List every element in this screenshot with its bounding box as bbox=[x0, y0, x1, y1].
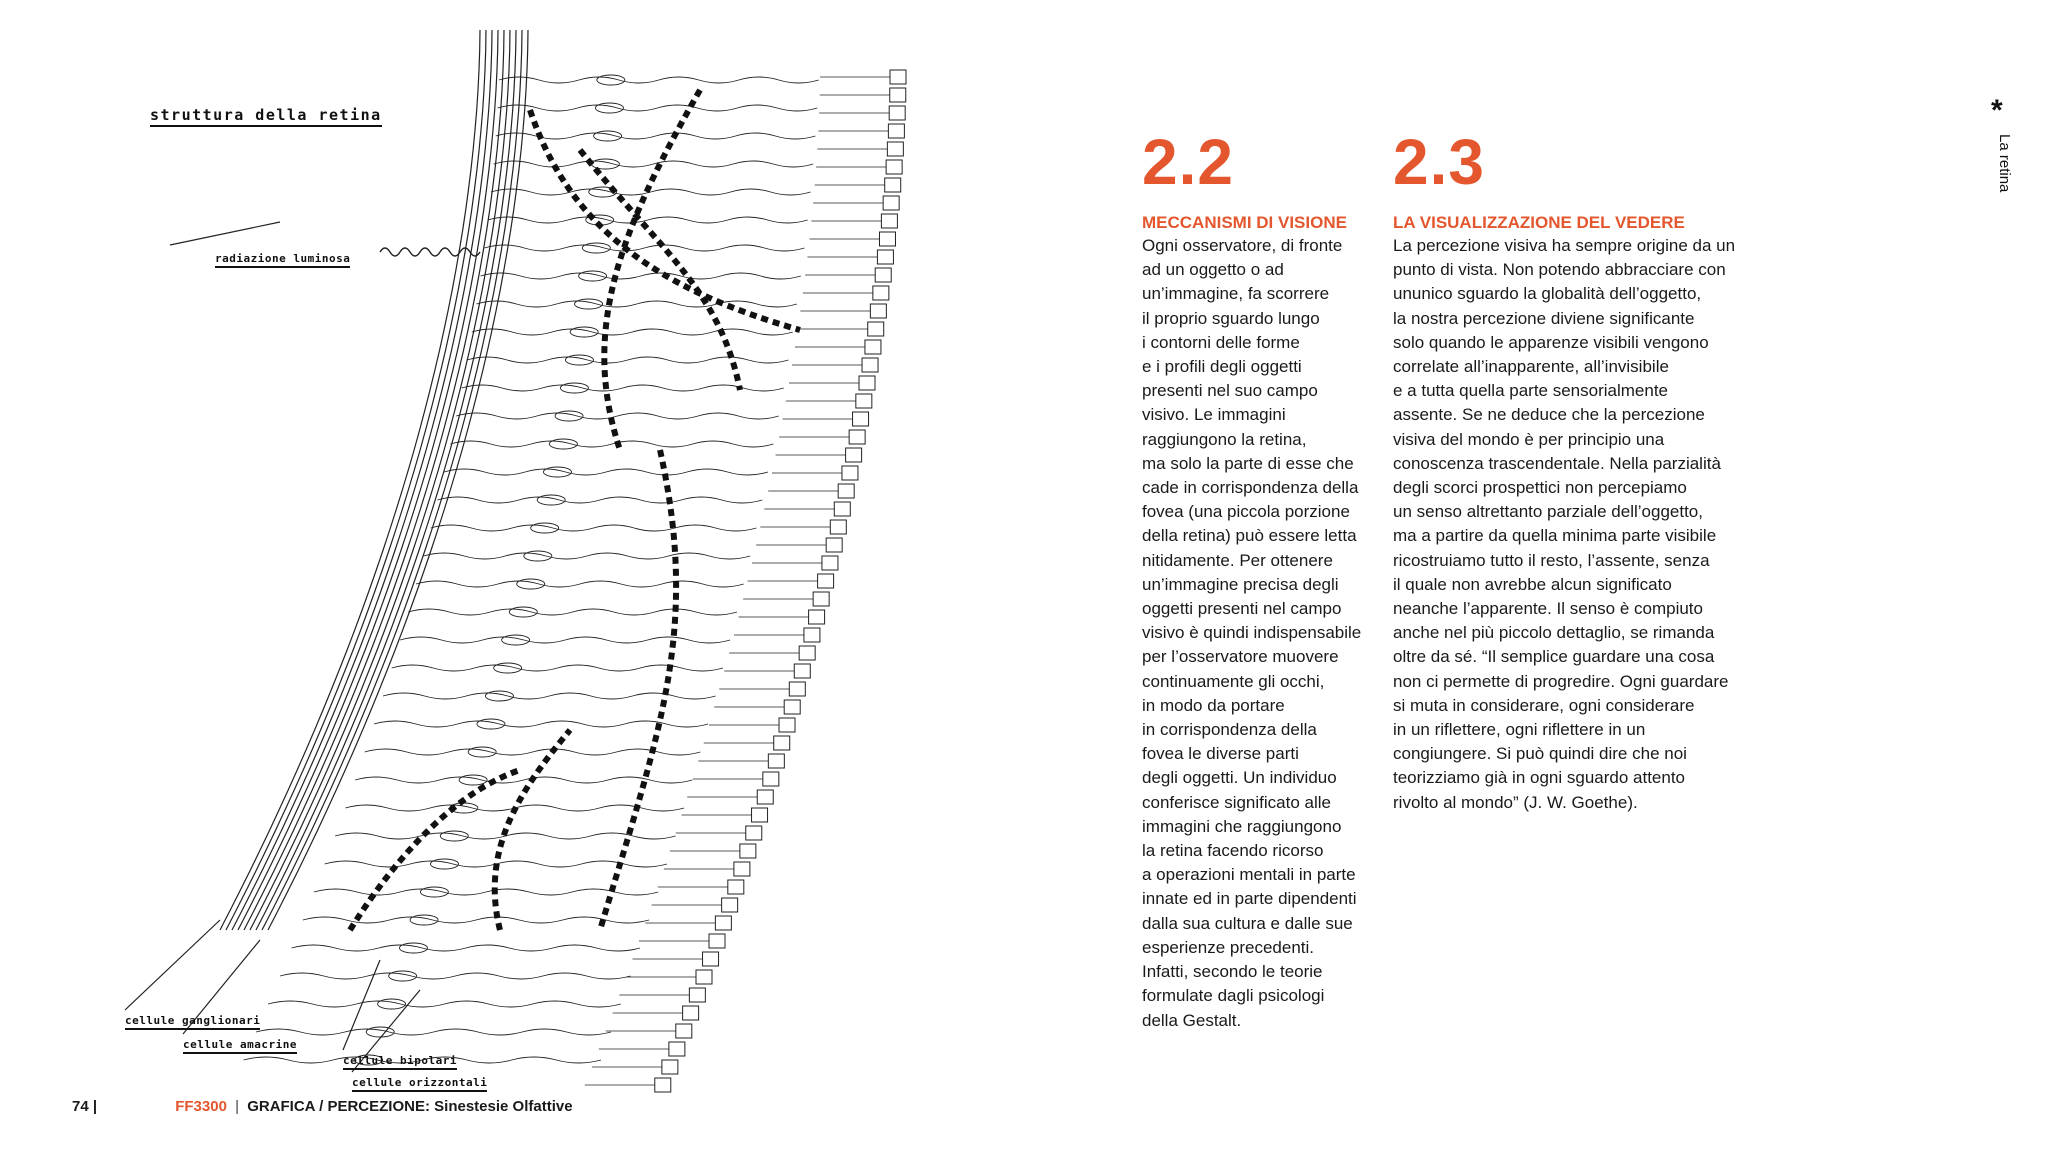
photoreceptor bbox=[868, 322, 884, 336]
neuron-connection bbox=[476, 301, 797, 307]
photoreceptor bbox=[873, 286, 889, 300]
neuron-connection bbox=[416, 581, 744, 587]
photoreceptor bbox=[865, 340, 881, 354]
body-line: per l’osservatore muovere bbox=[1142, 647, 1339, 667]
body-line: il quale non avrebbe alcun significato bbox=[1393, 574, 1672, 594]
cell-body bbox=[582, 243, 610, 253]
cell-body bbox=[591, 159, 619, 169]
cell-body bbox=[579, 271, 607, 281]
body-line: conoscenza trascendentale. Nella parzialità bbox=[1393, 453, 1721, 473]
photoreceptor bbox=[763, 772, 779, 786]
photoreceptor bbox=[662, 1060, 678, 1074]
neuron-connection bbox=[314, 889, 658, 895]
photoreceptor bbox=[849, 430, 865, 444]
body-line: correlate all’inapparente, all’invisibile bbox=[1393, 357, 1669, 377]
neuron-connection bbox=[280, 973, 631, 979]
body-line: in corrispondenza della bbox=[1142, 720, 1317, 740]
photoreceptor bbox=[846, 448, 862, 462]
body-line: ricostruiamo tutto il resto, l’assente, senza bbox=[1393, 550, 1710, 570]
body-line: continuamente gli occhi, bbox=[1142, 671, 1325, 691]
photoreceptor bbox=[809, 610, 825, 624]
photoreceptor bbox=[862, 358, 878, 372]
neuron-connection bbox=[484, 245, 804, 251]
body-line: oltre da sé. “Il semplice guardare una cosa bbox=[1393, 647, 1715, 667]
page-footer bbox=[72, 1098, 573, 1115]
label-leader bbox=[125, 920, 220, 1010]
footer-subtitle: Sinestesie Olfattive bbox=[434, 1098, 573, 1115]
photoreceptor bbox=[757, 790, 773, 804]
body-line: raggiungono la retina, bbox=[1142, 429, 1307, 449]
body-line: congiungere. Si può quindi dire che noi bbox=[1393, 744, 1687, 764]
neuron-connection bbox=[450, 441, 773, 447]
neuron-connection bbox=[431, 525, 757, 531]
photoreceptor bbox=[715, 916, 731, 930]
signal-pathway bbox=[580, 150, 740, 390]
cell-body bbox=[570, 327, 598, 337]
nerve-fiber bbox=[244, 30, 504, 930]
body-line: conferisce significato alle bbox=[1142, 792, 1331, 812]
body-line: un senso altrettanto parziale dell’oggetto, bbox=[1393, 502, 1703, 522]
body-line: visivo. Le immagini bbox=[1142, 405, 1286, 425]
neuron-connection bbox=[481, 273, 801, 279]
asterisk-icon: * bbox=[1991, 94, 2003, 127]
label-gangliari: cellule ganglionari bbox=[125, 1014, 260, 1030]
photoreceptor bbox=[883, 196, 899, 210]
photoreceptor bbox=[709, 934, 725, 948]
body-line: della retina) può essere letta bbox=[1142, 526, 1357, 546]
photoreceptor bbox=[881, 214, 897, 228]
body-line: neanche l’apparente. Il senso è compiuto bbox=[1393, 599, 1703, 619]
section-number: 2.2 bbox=[1142, 126, 1234, 198]
chapter-tab-label: La retina bbox=[1996, 134, 2013, 193]
photoreceptor bbox=[853, 412, 869, 426]
body-line: in modo da portare bbox=[1142, 695, 1285, 715]
body-line: innate ed in parte dipendenti bbox=[1142, 889, 1357, 909]
body-line: dalla sua cultura e dalle sue bbox=[1142, 913, 1353, 933]
neuron-connection bbox=[498, 105, 818, 111]
body-line: Ogni osservatore, di fronte bbox=[1142, 236, 1343, 255]
photoreceptor bbox=[890, 70, 906, 84]
cell-body bbox=[549, 439, 577, 449]
label-amacrine: cellule amacrine bbox=[183, 1038, 297, 1054]
photoreceptor bbox=[859, 376, 875, 390]
photoreceptor bbox=[774, 736, 790, 750]
section-body bbox=[1142, 234, 1382, 1033]
label-bipolari: cellule bipolari bbox=[343, 1054, 457, 1070]
label-radiazione: radiazione luminosa bbox=[215, 252, 350, 268]
photoreceptor bbox=[689, 988, 705, 1002]
body-line: Infatti, secondo le teorie bbox=[1142, 962, 1323, 982]
neuron-connection bbox=[400, 637, 730, 643]
photoreceptor bbox=[888, 124, 904, 138]
neuron-connection bbox=[268, 1001, 621, 1007]
photoreceptor bbox=[779, 718, 795, 732]
photoreceptor bbox=[784, 700, 800, 714]
cell-body bbox=[597, 75, 625, 85]
body-line: e i profili degli oggetti bbox=[1142, 357, 1302, 377]
retina-illustration bbox=[100, 30, 940, 1110]
signal-pathway bbox=[530, 110, 800, 330]
cell-body bbox=[595, 103, 623, 113]
photoreceptor bbox=[794, 664, 810, 678]
photoreceptor bbox=[734, 862, 750, 876]
neuron-connection bbox=[444, 469, 768, 475]
neuron-connection bbox=[496, 133, 816, 139]
neuron-connection bbox=[438, 497, 763, 503]
cell-body bbox=[555, 411, 583, 421]
body-line: rivolto al mondo” (J. W. Goethe). bbox=[1393, 792, 1638, 812]
neuron-connection bbox=[488, 217, 808, 223]
photoreceptor bbox=[752, 808, 768, 822]
neuron-connection bbox=[408, 609, 737, 615]
body-line: oggetti presenti nel campo bbox=[1142, 599, 1342, 619]
photoreceptor bbox=[834, 502, 850, 516]
photoreceptor bbox=[683, 1006, 699, 1020]
body-line: visivo è quindi indispensabile bbox=[1142, 623, 1362, 643]
section-title: MECCANISMI DI VISIONE bbox=[1142, 213, 1347, 232]
photoreceptor bbox=[885, 178, 901, 192]
section-2-3 bbox=[1393, 126, 1738, 815]
body-line: un’immagine precisa degli bbox=[1142, 574, 1339, 594]
neuron-connection bbox=[256, 1029, 611, 1035]
photoreceptor bbox=[804, 628, 820, 642]
body-line: ma a partire da quella minima parte visibile bbox=[1393, 526, 1717, 546]
body-line: nitidamente. Per ottenere bbox=[1142, 550, 1333, 570]
body-line: della Gestalt. bbox=[1142, 1010, 1242, 1030]
body-line: degli oggetti. Un individuo bbox=[1142, 768, 1337, 788]
photoreceptor bbox=[728, 880, 744, 894]
body-line: si muta in considerare, ogni considerare bbox=[1393, 695, 1695, 715]
photoreceptor bbox=[822, 556, 838, 570]
photoreceptor bbox=[696, 970, 712, 984]
photoreceptor bbox=[886, 160, 902, 174]
body-line: un’immagine, fa scorrere bbox=[1142, 284, 1330, 304]
section-body bbox=[1393, 234, 1738, 815]
photoreceptor bbox=[669, 1042, 685, 1056]
photoreceptor bbox=[838, 484, 854, 498]
label-orizzontali: cellule orizzontali bbox=[352, 1076, 487, 1092]
cell-body bbox=[537, 495, 565, 505]
neuron-connection bbox=[462, 385, 784, 391]
photoreceptor bbox=[655, 1078, 671, 1092]
cell-body bbox=[543, 467, 571, 477]
figure-title: struttura della retina bbox=[150, 106, 382, 127]
body-line: anche nel più piccolo dettaglio, se rimanda bbox=[1393, 623, 1715, 643]
body-line: ad un oggetto o ad bbox=[1142, 260, 1284, 280]
body-line: teorizziamo già in ogni sguardo attento bbox=[1393, 768, 1686, 788]
photoreceptor bbox=[830, 520, 846, 534]
photoreceptor bbox=[879, 232, 895, 246]
neuron-connection bbox=[456, 413, 779, 419]
body-line: ununico sguardo la globalità dell’oggetto, bbox=[1393, 284, 1702, 304]
photoreceptor bbox=[870, 304, 886, 318]
body-line: a operazioni mentali in parte bbox=[1142, 865, 1356, 885]
cell-body bbox=[531, 523, 559, 533]
body-line: punto di vista. Non potendo abbracciare con bbox=[1393, 260, 1726, 280]
photoreceptor bbox=[889, 106, 905, 120]
cell-body bbox=[575, 299, 603, 309]
footer-separator: | bbox=[235, 1098, 240, 1115]
photoreceptor bbox=[746, 826, 762, 840]
photoreceptor bbox=[768, 754, 784, 768]
body-line: non ci permette di progredire. Ogni guardare bbox=[1393, 671, 1729, 691]
photoreceptor bbox=[887, 142, 903, 156]
cell-body bbox=[560, 383, 588, 393]
cell-body bbox=[594, 131, 622, 141]
photoreceptor bbox=[890, 88, 906, 102]
label-leader bbox=[170, 222, 280, 245]
neuron-connection bbox=[292, 945, 640, 951]
photoreceptor bbox=[676, 1024, 692, 1038]
neuron-connection bbox=[467, 357, 788, 363]
page-number: 74 | bbox=[72, 1098, 98, 1115]
photoreceptor bbox=[740, 844, 756, 858]
neuron-connection bbox=[424, 553, 751, 559]
photoreceptor bbox=[842, 466, 858, 480]
photoreceptor bbox=[703, 952, 719, 966]
section-2-2 bbox=[1142, 126, 1382, 1033]
photoreceptor bbox=[877, 250, 893, 264]
body-line: solo quando le apparenze visibili vengono bbox=[1393, 332, 1709, 352]
photoreceptor bbox=[826, 538, 842, 552]
photoreceptor bbox=[789, 682, 805, 696]
body-line: assente. Se ne deduce che la percezione bbox=[1393, 405, 1705, 425]
body-line: formulate dagli psicologi bbox=[1142, 986, 1325, 1006]
body-line: degli scorci prospettici non percepiamo bbox=[1393, 478, 1687, 498]
body-line: La percezione visiva ha sempre origine da un bbox=[1393, 236, 1736, 255]
body-line: ma solo la parte di esse che bbox=[1142, 453, 1354, 473]
photoreceptor bbox=[722, 898, 738, 912]
neuron-connection bbox=[392, 665, 723, 671]
neuron-connection bbox=[472, 329, 793, 335]
photoreceptor bbox=[799, 646, 815, 660]
body-line: fovea le diverse parti bbox=[1142, 744, 1299, 764]
body-line: cade in corrispondenza della bbox=[1142, 478, 1359, 498]
body-line: e a tutta quella parte sensorialmente bbox=[1393, 381, 1669, 401]
body-line: la retina facendo ricorso bbox=[1142, 841, 1324, 861]
body-line: fovea (una piccola porzione bbox=[1142, 502, 1350, 522]
photoreceptor bbox=[813, 592, 829, 606]
nerve-fiber bbox=[238, 30, 498, 930]
photoreceptor bbox=[818, 574, 834, 588]
cell-body bbox=[565, 355, 593, 365]
signal-pathway bbox=[495, 730, 570, 930]
retina-diagram bbox=[100, 30, 940, 1110]
body-line: la nostra percezione diviene significante bbox=[1393, 308, 1695, 328]
signal-pathway bbox=[600, 450, 676, 930]
photoreceptor bbox=[856, 394, 872, 408]
footer-section: GRAFICA / PERCEZIONE: bbox=[247, 1098, 430, 1115]
body-line: presenti nel suo campo bbox=[1142, 381, 1318, 401]
section-title: LA VISUALIZZAZIONE DEL VEDERE bbox=[1393, 213, 1685, 232]
neuron-connection bbox=[494, 161, 814, 167]
brand-name: FF3300 bbox=[175, 1098, 227, 1115]
section-number: 2.3 bbox=[1393, 126, 1485, 198]
body-line: il proprio sguardo lungo bbox=[1142, 308, 1320, 328]
neuron-connection bbox=[499, 77, 819, 83]
photoreceptor bbox=[875, 268, 891, 282]
body-line: visiva del mondo è per principio una bbox=[1393, 429, 1665, 449]
body-line: immagini che raggiungono bbox=[1142, 816, 1342, 836]
body-line: i contorni delle forme bbox=[1142, 332, 1300, 352]
body-line: in un riflettere, ogni riflettere in un bbox=[1393, 720, 1646, 740]
body-line: esperienze precedenti. bbox=[1142, 937, 1315, 957]
